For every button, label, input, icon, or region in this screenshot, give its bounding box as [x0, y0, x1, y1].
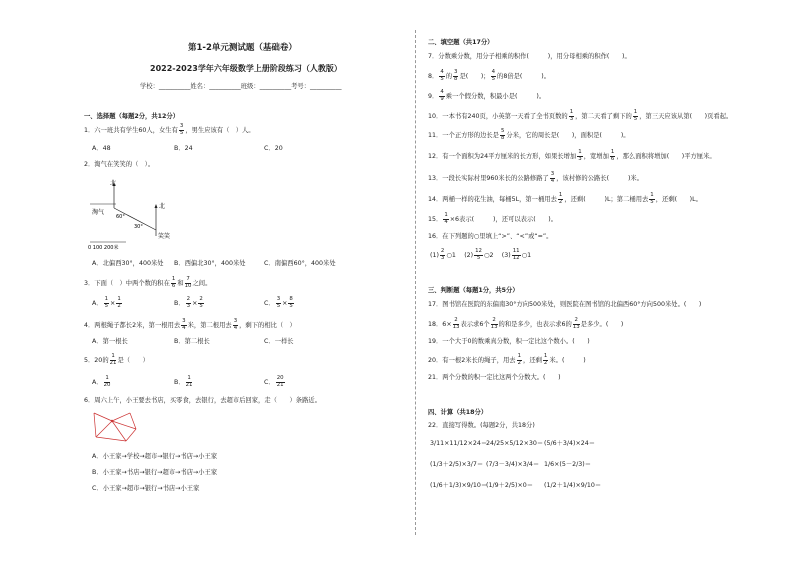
- question-15: 15． $\frac{1}{4}$ ×6表示( )，还可以表示( )。: [428, 212, 558, 225]
- question-11: 11．一个正方形的边长是 $\frac{5}{8}$ 分米，它的周长是( )，面积是( )。: [428, 128, 630, 141]
- question-16: 16．在下列题的○里填上“>”、“<”或“=”。: [428, 233, 553, 240]
- q5-option-c: C． $\frac{20}{21}$: [264, 375, 284, 388]
- question-9: 9． $\frac{4}{9}$ 乘一个假分数，积最小是( )。: [428, 89, 546, 102]
- section-judge-heading: 三、判断题（每题1分，共5分）: [428, 287, 519, 294]
- q4-option-a: A．第一根长: [92, 338, 128, 345]
- question-2: 2．淘气在笑笑的（ ）。: [84, 161, 155, 168]
- angle-60-label: 60°: [116, 214, 125, 220]
- calc-item-6: 1/6×(5－2/3)＝: [544, 461, 592, 468]
- question-6: 6．周六上午，小王要去书店，买零食，去银行，去超市后回家，走（ ）条路近。: [84, 397, 321, 404]
- q4-option-b: B．第二根长: [174, 338, 210, 345]
- route-map-diagram: [86, 407, 146, 449]
- q3-option-b: B． $\frac{2}{3}$ × $\frac{2}{5}$: [174, 296, 203, 309]
- question-21: 21．两个分数的积一定比这两个分数大。( ): [428, 374, 561, 381]
- xiaoxiao-label: 笑笑: [158, 233, 171, 240]
- q1-option-c: C．20: [264, 145, 283, 152]
- q5-option-a: A． $\frac{1}{20}$: [92, 375, 111, 388]
- q16-compare-items: (1) $\frac{2}{3}$ ○1 (2) $\frac{12}{5}$ ○2 (3) $\frac{11}{12}$ ○1: [430, 248, 532, 261]
- exam-subtitle: 2022-2023学年六年级数学上册阶段练习（人教版）: [150, 64, 342, 73]
- calc-item-8: (1/9＋2/5)×0＝: [486, 482, 534, 489]
- section-choice-heading: 一、选择题（每题2分，共12分）: [84, 113, 180, 120]
- q3-option-a: A． $\frac{1}{5}$ × $\frac{1}{2}$: [92, 296, 121, 309]
- q5-option-b: B． $\frac{1}{21}$: [174, 375, 193, 388]
- question-13: 13．一段长实际村里960米长的公路修路了 $\frac{3}{4}$ ，该村修的公路长( )米。: [428, 171, 644, 184]
- question-19: 19．一个大于0的数乘真分数，积一定比这个数小。( ): [428, 338, 590, 345]
- question-14: 14．两桶一样的花生油，每桶5L，第一桶用去 $\frac{1}{2}$ ，还剩( )L；第二桶用去 $\frac{1}{5}$ ，还剩( )L。: [428, 192, 702, 205]
- question-12: 12．有一个面积为24平方厘米的长方形，如果长增加 $\frac{1}{3}$ ，宽增加 $\frac{1}{6}$ ，那么面积将增加( )平方厘米。: [428, 149, 716, 162]
- question-10: 10．一本书有240页，小英第一天看了全书页数的 $\frac{1}{3}$ ，第二天看了剩下的 $\frac{1}{5}$ ，第三天应该从第( )页看起。: [428, 109, 733, 122]
- question-3: 3．下面（ ）中两个数的积在 $\frac{1}{6}$ 和 $\frac{7}{10}$ 之间。: [84, 276, 212, 289]
- q1-option-a: A．48: [92, 145, 111, 152]
- north-label-xiaoxiao: 北: [159, 203, 166, 210]
- q2-option-c: C．南偏西60°，400米处: [264, 260, 336, 267]
- calc-item-9: (1/2＋1/4)×9/10＝: [544, 482, 602, 489]
- calc-item-7: (1/6＋1/3)×9/10＝: [430, 482, 488, 489]
- taoqi-label: 淘气: [92, 209, 105, 216]
- q1-option-b: B．24: [174, 145, 193, 152]
- q6-option-a: A．小王家→学校→超市→银行→书店→小王家: [92, 453, 218, 460]
- question-7: 7．分数乘分数，用分子相乘的积作( )，用分母相乘的积作( )。: [428, 53, 631, 60]
- map-scale: 0 100 200米: [88, 245, 119, 251]
- q4-option-c: C．一样长: [264, 338, 294, 345]
- q6-option-b: B．小王家→书店→银行→超市→书店→小王家: [92, 469, 218, 476]
- student-info-line: 学校：__________姓名：__________班级：__________考号：__________: [140, 83, 342, 90]
- calc-item-4: (1/3＋2/5)×3/7＝: [430, 461, 484, 468]
- calc-item-5: (7/3－3/4)×3/4＝: [486, 461, 540, 468]
- question-5: 5．20的 $\frac{1}{21}$ 是（ ）: [84, 353, 149, 366]
- direction-map-diagram: [86, 174, 186, 252]
- calc-item-2: 24/25×5/12×30＝: [486, 440, 544, 447]
- section-fill-heading: 二、填空题（共17分）: [428, 39, 494, 46]
- question-22: 22．直接写得数。(每题2分，共18分): [428, 422, 535, 429]
- calc-item-1: 3/11×11/12×24＝: [430, 440, 488, 447]
- north-label-taoqi: 北: [110, 180, 117, 187]
- angle-30-label: 30°: [134, 224, 143, 230]
- q3-option-c: C． $\frac{3}{5}$ × $\frac{8}{5}$: [264, 296, 293, 309]
- question-20: 20．有一根2米长的绳子，用去 $\frac{1}{2}$ ，还剩 $\frac{1}{2}$ 米。( ): [428, 353, 586, 366]
- question-4: 4．两根绳子都长2米，第一根用去 $\frac{3}{4}$ 米，第二根用去 $\frac{3}{4}$ ，剩下的相比（ ）: [84, 318, 296, 331]
- q2-option-a: A．北偏西30°，400米处: [92, 260, 164, 267]
- section-calc-heading: 四、计算（共18分）: [428, 409, 488, 416]
- column-divider: [415, 30, 416, 535]
- q6-option-c: C．小王家→超市→银行→书店→小王家: [92, 485, 200, 492]
- question-8: 8． $\frac{4}{5}$ 的 $\frac{3}{8}$ 是( )； $\frac{4}{5}$ 的8倍是( )。: [428, 69, 551, 82]
- question-17: 17．图书馆在医院的东偏南30°方向500米处，则医院在图书馆的北偏西60°方向500米处。( ): [428, 301, 702, 308]
- q2-option-b: B．西偏北30°，400米处: [174, 260, 246, 267]
- question-18: 18．6× $\frac{2}{13}$ 表示求6个 $\frac{2}{13}$ 的和是多少，也表示求6的 $\frac{2}{13}$ 是多少。( ): [428, 317, 624, 330]
- calc-item-3: (5/6＋3/4)×24＝: [544, 440, 596, 447]
- exam-title: 第1-2单元测试题（基础卷）: [188, 43, 297, 53]
- question-1: 1．六一班共有学生60人，女生有 $\frac{3}{5}$ ，男生应该有（ ）人。: [84, 123, 255, 136]
